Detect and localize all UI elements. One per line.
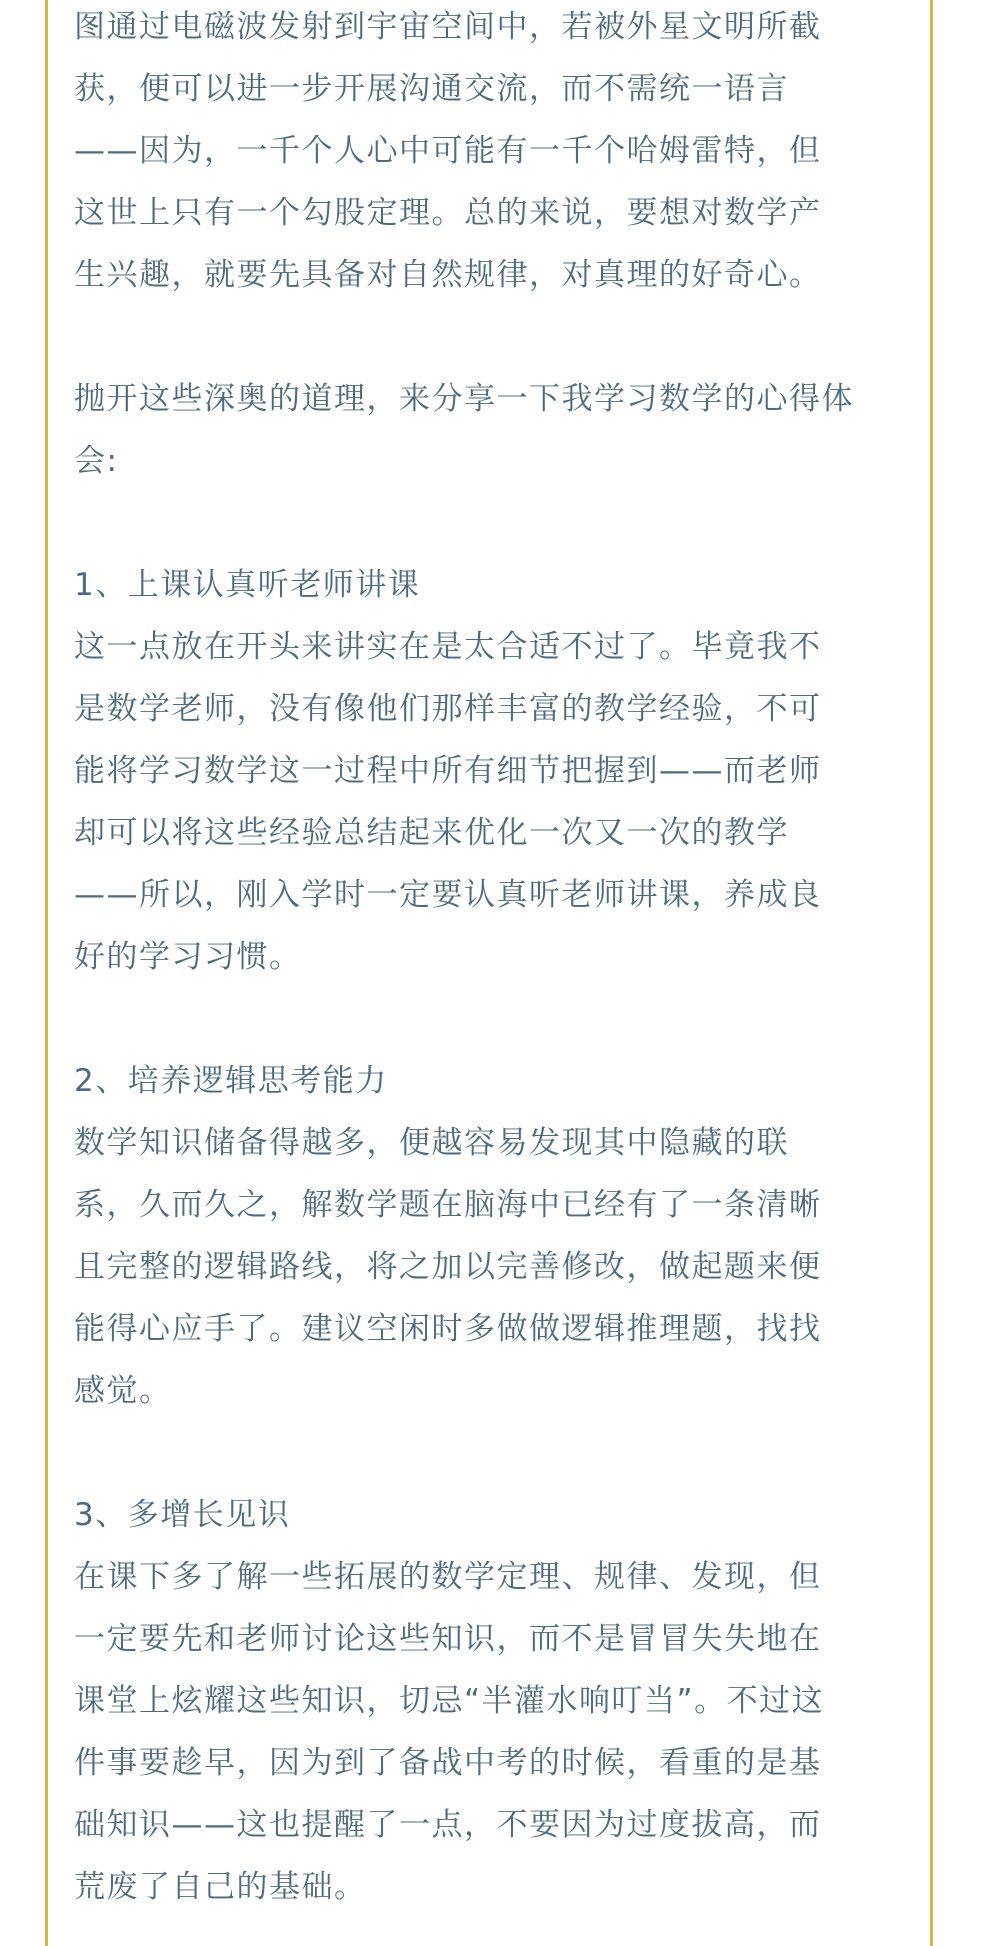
text-line: 数学知识储备得越多，便越容易发现其中隐藏的联 bbox=[74, 1125, 789, 1161]
section-heading: 3、多增长见识 bbox=[74, 1497, 291, 1533]
text-line: 图通过电磁波发射到宇宙空间中，若被外星文明所截 bbox=[74, 9, 822, 45]
text-line: 这一点放在开头来讲实在是太合适不过了。毕竟我不 bbox=[74, 629, 822, 665]
section-heading: 1、上课认真听老师讲课 bbox=[74, 567, 421, 603]
text-line: 一定要先和老师讨论这些知识，而不是冒冒失失地在 bbox=[74, 1621, 822, 1657]
text-line: 会: bbox=[74, 443, 119, 479]
text-line: 抛开这些深奥的道理，来分享一下我学习数学的心得体 bbox=[74, 381, 854, 417]
text-line: 却可以将这些经验总结起来优化一次又一次的教学 bbox=[74, 815, 789, 851]
text-line: 且完整的逻辑路线，将之加以完善修改，做起题来便 bbox=[74, 1249, 822, 1285]
paragraph-gap bbox=[74, 988, 910, 1050]
section-heading: 2、培养逻辑思考能力 bbox=[74, 1063, 388, 1099]
article-body bbox=[74, 0, 910, 1918]
text-line: 这世上只有一个勾股定理。总的来说，要想对数学产 bbox=[74, 195, 822, 231]
section-3 bbox=[74, 1484, 910, 1918]
text-line: ——所以，刚入学时一定要认真听老师讲课，养成良 bbox=[74, 877, 822, 913]
text-line: 荒废了自己的基础。 bbox=[74, 1869, 367, 1905]
text-line: 系，久而久之，解数学题在脑海中已经有了一条清晰 bbox=[74, 1187, 822, 1223]
text-line: 感觉。 bbox=[74, 1373, 172, 1409]
paragraph-gap bbox=[74, 1422, 910, 1484]
text-line: 是数学老师，没有像他们那样丰富的教学经验，不可 bbox=[74, 691, 822, 727]
text-line: 能将学习数学这一过程中所有细节把握到——而老师 bbox=[74, 753, 822, 789]
text-line: 在课下多了解一些拓展的数学定理、规律、发现，但 bbox=[74, 1559, 822, 1595]
section-2 bbox=[74, 1050, 910, 1422]
article-frame bbox=[45, 0, 933, 1946]
text-line: 能得心应手了。建议空闲时多做做逻辑推理题，找找 bbox=[74, 1311, 822, 1347]
section-1 bbox=[74, 554, 910, 988]
text-line: 生兴趣，就要先具备对自然规律，对真理的好奇心。 bbox=[74, 257, 822, 293]
lead-paragraph bbox=[74, 368, 910, 492]
text-line: 础知识——这也提醒了一点，不要因为过度拔高，而 bbox=[74, 1807, 822, 1843]
paragraph-gap bbox=[74, 306, 910, 368]
text-line: 件事要趁早，因为到了备战中考的时候，看重的是基 bbox=[74, 1745, 822, 1781]
text-line: 获，便可以进一步开展沟通交流，而不需统一语言 bbox=[74, 71, 789, 107]
text-line: ——因为，一千个人心中可能有一千个哈姆雷特，但 bbox=[74, 133, 822, 169]
paragraph-gap bbox=[74, 492, 910, 554]
text-line: 好的学习习惯。 bbox=[74, 939, 302, 975]
text-line: 课堂上炫耀这些知识，切忌“半灌水响叮当”。不过这 bbox=[74, 1683, 825, 1719]
intro-paragraph bbox=[74, 0, 910, 306]
